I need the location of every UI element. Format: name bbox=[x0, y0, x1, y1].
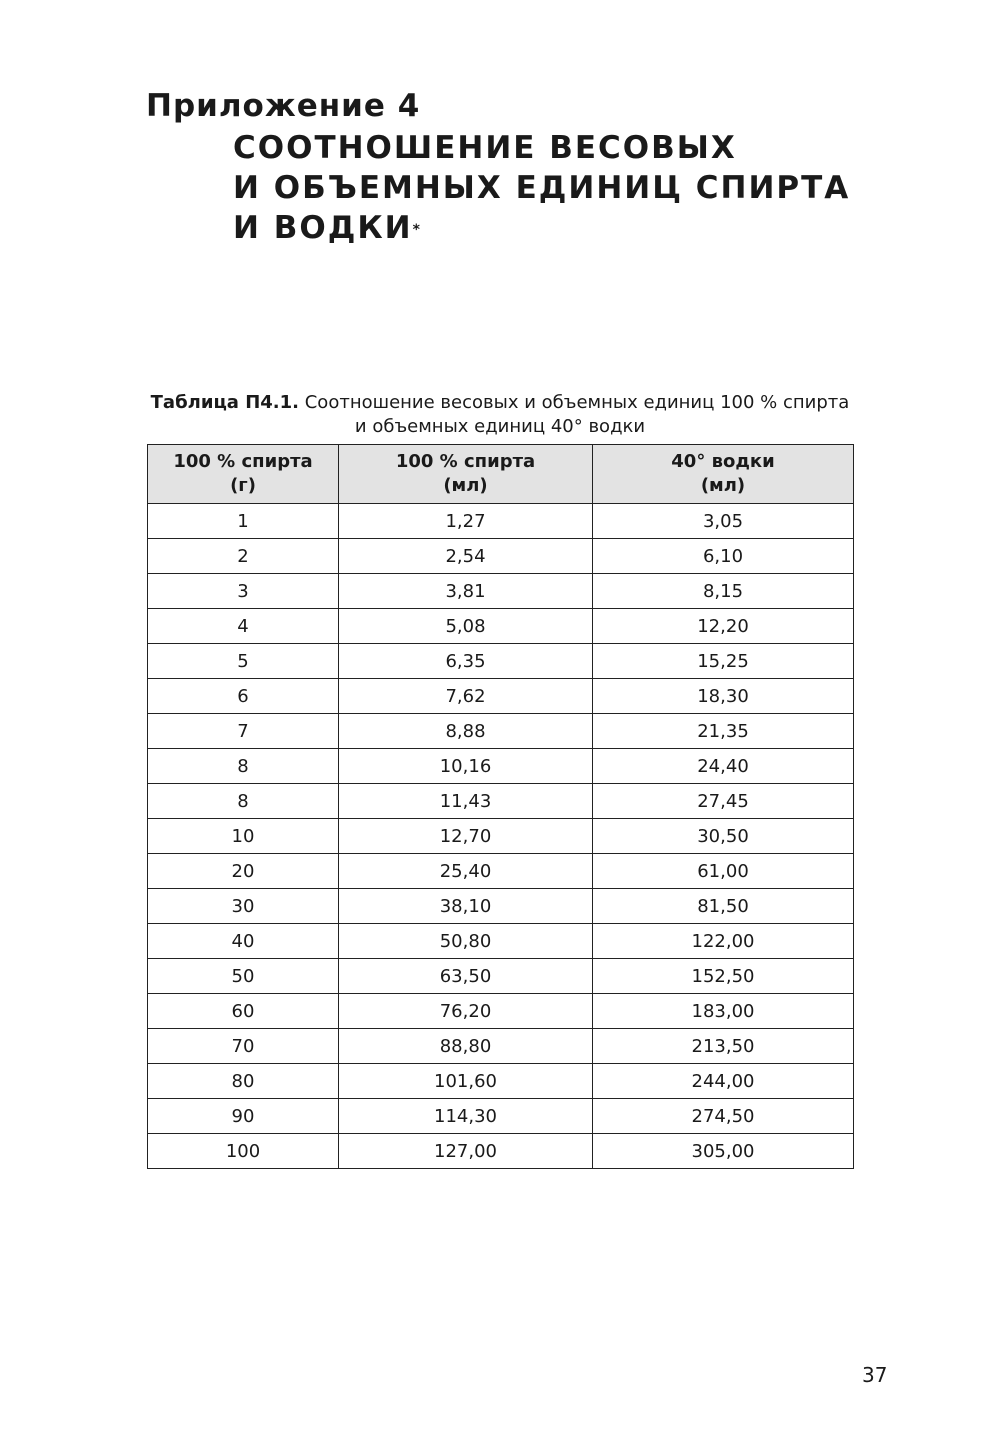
column-header-vodka-ml: 40° водки (мл) bbox=[593, 445, 854, 504]
table-cell: 2 bbox=[148, 539, 339, 574]
table-cell: 8,15 bbox=[593, 574, 854, 609]
table-cell: 7,62 bbox=[339, 679, 593, 714]
table-cell: 244,00 bbox=[593, 1064, 854, 1099]
table-cell: 12,20 bbox=[593, 609, 854, 644]
table-cell: 61,00 bbox=[593, 854, 854, 889]
table-row bbox=[148, 959, 854, 994]
table-cell: 10,16 bbox=[339, 749, 593, 784]
table-cell: 30 bbox=[148, 889, 339, 924]
table-cell: 127,00 bbox=[339, 1134, 593, 1169]
column-header-grams: 100 % спирта (г) bbox=[148, 445, 339, 504]
table-cell: 6,10 bbox=[593, 539, 854, 574]
caption-line-1 bbox=[100, 391, 900, 415]
table-row bbox=[148, 644, 854, 679]
table-cell: 18,30 bbox=[593, 679, 854, 714]
table-cell: 1,27 bbox=[339, 504, 593, 539]
caption-label: Таблица П4.1. bbox=[150, 392, 299, 413]
table-cell: 1 bbox=[148, 504, 339, 539]
table-cell: 3 bbox=[148, 574, 339, 609]
table-row bbox=[148, 714, 854, 749]
table-cell: 90 bbox=[148, 1099, 339, 1134]
table-cell: 5,08 bbox=[339, 609, 593, 644]
table-cell: 12,70 bbox=[339, 819, 593, 854]
table-cell: 101,60 bbox=[339, 1064, 593, 1099]
table-cell: 213,50 bbox=[593, 1029, 854, 1064]
page-title bbox=[233, 128, 850, 248]
table-cell: 63,50 bbox=[339, 959, 593, 994]
table-cell: 152,50 bbox=[593, 959, 854, 994]
title-line-3-text: И ВОДКИ bbox=[233, 210, 413, 246]
table-row bbox=[148, 1029, 854, 1064]
table-cell: 122,00 bbox=[593, 924, 854, 959]
table-body bbox=[148, 504, 854, 1169]
table-cell: 21,35 bbox=[593, 714, 854, 749]
table-row bbox=[148, 574, 854, 609]
table-row bbox=[148, 539, 854, 574]
table-cell: 11,43 bbox=[339, 784, 593, 819]
table-cell: 4 bbox=[148, 609, 339, 644]
table-cell: 8,88 bbox=[339, 714, 593, 749]
table-cell: 6 bbox=[148, 679, 339, 714]
table-cell: 80 bbox=[148, 1064, 339, 1099]
caption-text-2: и объемных единиц 40° водки bbox=[354, 416, 646, 437]
table-cell: 7 bbox=[148, 714, 339, 749]
table-cell: 24,40 bbox=[593, 749, 854, 784]
table-cell: 50 bbox=[148, 959, 339, 994]
table-cell: 76,20 bbox=[339, 994, 593, 1029]
table-cell: 2,54 bbox=[339, 539, 593, 574]
table-cell: 114,30 bbox=[339, 1099, 593, 1134]
table-cell: 15,25 bbox=[593, 644, 854, 679]
table-row bbox=[148, 749, 854, 784]
table-cell: 6,35 bbox=[339, 644, 593, 679]
table-cell: 3,81 bbox=[339, 574, 593, 609]
table-cell: 3,05 bbox=[593, 504, 854, 539]
table-row bbox=[148, 504, 854, 539]
table-cell: 5 bbox=[148, 644, 339, 679]
table-cell: 305,00 bbox=[593, 1134, 854, 1169]
title-line-1: СООТНОШЕНИЕ ВЕСОВЫХ bbox=[233, 130, 737, 166]
table-cell: 27,45 bbox=[593, 784, 854, 819]
column-header-spirit-ml: 100 % спирта (мл) bbox=[339, 445, 593, 504]
table-cell: 8 bbox=[148, 784, 339, 819]
table-cell: 38,10 bbox=[339, 889, 593, 924]
title-line-3 bbox=[233, 208, 850, 248]
table-caption bbox=[100, 391, 900, 439]
table-row bbox=[148, 679, 854, 714]
table-cell: 25,40 bbox=[339, 854, 593, 889]
footnote-mark: * bbox=[412, 222, 422, 238]
page-number: 37 bbox=[862, 1363, 888, 1387]
table-cell: 70 bbox=[148, 1029, 339, 1064]
table-row bbox=[148, 924, 854, 959]
table-cell: 8 bbox=[148, 749, 339, 784]
table-row bbox=[148, 784, 854, 819]
table-cell: 274,50 bbox=[593, 1099, 854, 1134]
table-cell: 88,80 bbox=[339, 1029, 593, 1064]
table-row bbox=[148, 994, 854, 1029]
caption-text-1: Соотношение весовых и объемных единиц 100 % спирта bbox=[304, 392, 850, 413]
appendix-label: Приложение 4 bbox=[146, 88, 421, 124]
table-cell: 10 bbox=[148, 819, 339, 854]
table-row bbox=[148, 609, 854, 644]
table-header-row bbox=[148, 445, 854, 504]
table-cell: 183,00 bbox=[593, 994, 854, 1029]
title-line-2: И ОБЪЕМНЫХ ЕДИНИЦ СПИРТА bbox=[233, 170, 851, 206]
table-row bbox=[148, 854, 854, 889]
table-cell: 30,50 bbox=[593, 819, 854, 854]
conversion-table bbox=[147, 444, 854, 1169]
table-row bbox=[148, 819, 854, 854]
table-cell: 50,80 bbox=[339, 924, 593, 959]
table-cell: 40 bbox=[148, 924, 339, 959]
table-cell: 20 bbox=[148, 854, 339, 889]
table-row bbox=[148, 1064, 854, 1099]
table-cell: 81,50 bbox=[593, 889, 854, 924]
table-row bbox=[148, 1134, 854, 1169]
table-row bbox=[148, 1099, 854, 1134]
table-cell: 100 bbox=[148, 1134, 339, 1169]
table-cell: 60 bbox=[148, 994, 339, 1029]
table-row bbox=[148, 889, 854, 924]
